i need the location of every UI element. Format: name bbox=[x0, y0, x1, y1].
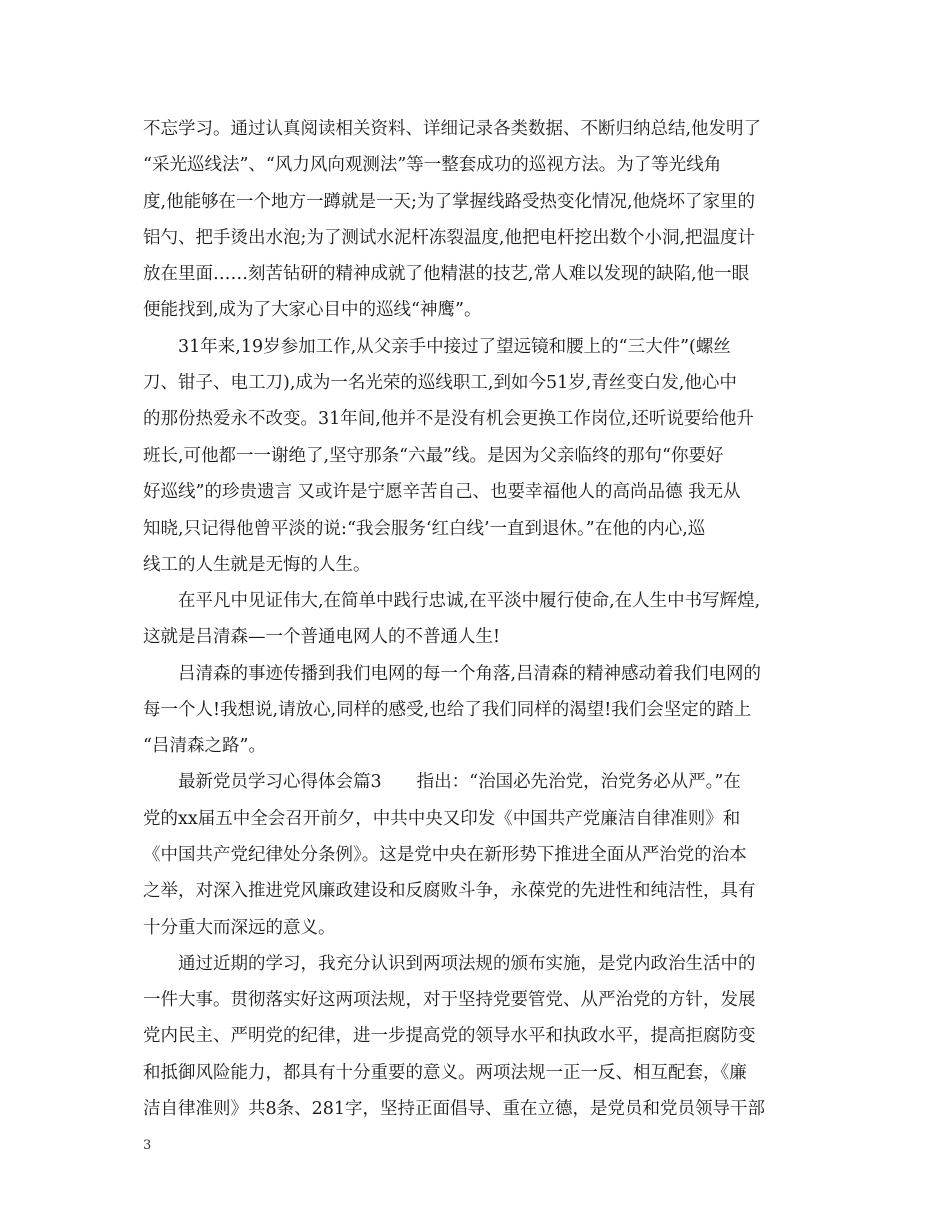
text-line: “采光巡线法”、“风力风向观测法”等一整套成功的巡视方法。为了等光线角 bbox=[143, 155, 722, 175]
text-line: 和抵御风险能力，都具有十分重要的意义。两项法规一正一反、相互配套，《廉 bbox=[143, 1063, 747, 1083]
text-line: 刀、钳子、电工刀),成为一名光荣的巡线职工,到如今51岁,青丝变白发,他心中 bbox=[143, 373, 737, 393]
text-line: 洁自律准则》共8条、281字，坚持正面倡导、重在立德，是党员和党员领导干部 bbox=[143, 1099, 766, 1119]
text-line: “吕清森之路”。 bbox=[143, 736, 266, 756]
text-line: 班长,可他都一一谢绝了,坚守那条“六最”线。是因为父亲临终的那句“你要好 bbox=[143, 446, 724, 466]
text-line: 每一个人!我想说,请放心,同样的感受,也给了我们同样的渴望!我们会坚定的踏上 bbox=[143, 700, 752, 720]
page-number: 3 bbox=[143, 1138, 152, 1153]
text-line: 党内民主、严明党的纪律，进一步提高党的领导水平和执政水平，提高拒腐防变 bbox=[143, 1026, 756, 1046]
text-line: 线工的人生就是无悔的人生。 bbox=[143, 555, 371, 575]
text-line: 十分重大而深远的意义。 bbox=[143, 918, 336, 938]
text-line: 之举，对深入推进党风廉政建设和反腐败斗争，永葆党的先进性和纯洁性，具有 bbox=[143, 881, 756, 901]
text-line: 这就是吕清森—一个普通电网人的不普通人生! bbox=[143, 627, 501, 647]
text-line: 的那份热爱永不改变。31年间,他并不是没有机会更换工作岗位,还听说要给他升 bbox=[143, 409, 754, 429]
text-line: 铝勺、把手烫出水泡;为了测试水泥杆冻裂温度,他把电杆挖出数个小洞,把温度计 bbox=[143, 228, 756, 248]
text-line: 便能找到,成为了大家心目中的巡线“神鹰”。 bbox=[143, 300, 482, 320]
text-line: 《中国共产党纪律处分条例》。这是党中央在新形势下推进全面从严治党的治本 bbox=[143, 845, 747, 865]
text-line: 通过近期的学习，我充分认识到两项法规的颁布实施，是党内政治生活中的 bbox=[178, 954, 756, 974]
text-line: 31年来,19岁参加工作,从父亲手中接过了望远镜和腰上的“三大件”(螺丝 bbox=[178, 337, 731, 357]
text-line: 度,他能够在一个地方一蹲就是一天;为了掌握线路受热变化情况,他烧坏了家里的 bbox=[143, 192, 756, 212]
text-line: 党的xx届五中全会召开前夕，中共中央又印发《中国共产党廉洁自律准则》和 bbox=[143, 809, 741, 829]
text-line: 好巡线”的珍贵遗言 又或许是宁愿辛苦自己、也要幸福他人的高尚品德 我无从 bbox=[143, 482, 741, 502]
text-line: 最新党员学习心得体会篇3 指出：“治国必先治党，治党务必从严。”在 bbox=[178, 772, 741, 792]
text-line: 一件大事。贯彻落实好这两项法规，对于坚持党要管党、从严治党的方针，发展 bbox=[143, 990, 756, 1010]
text-line: 放在里面……刻苦钻研的精神成就了他精湛的技艺,常人难以发现的缺陷,他一眼 bbox=[143, 264, 750, 284]
text-line: 不忘学习。通过认真阅读相关资料、详细记录各类数据、不断归纳总结,他发明了 bbox=[143, 119, 762, 139]
text-line: 知晓,只记得他曾平淡的说:“我会服务‘红白线’一直到退休。”在他的内心,巡 bbox=[143, 519, 706, 539]
text-line: 吕清森的事迹传播到我们电网的每一个角落,吕清森的精神感动着我们电网的 bbox=[178, 664, 762, 684]
text-line: 在平凡中见证伟大,在简单中践行忠诚,在平淡中履行使命,在人生中书写辉煌, bbox=[178, 591, 761, 611]
